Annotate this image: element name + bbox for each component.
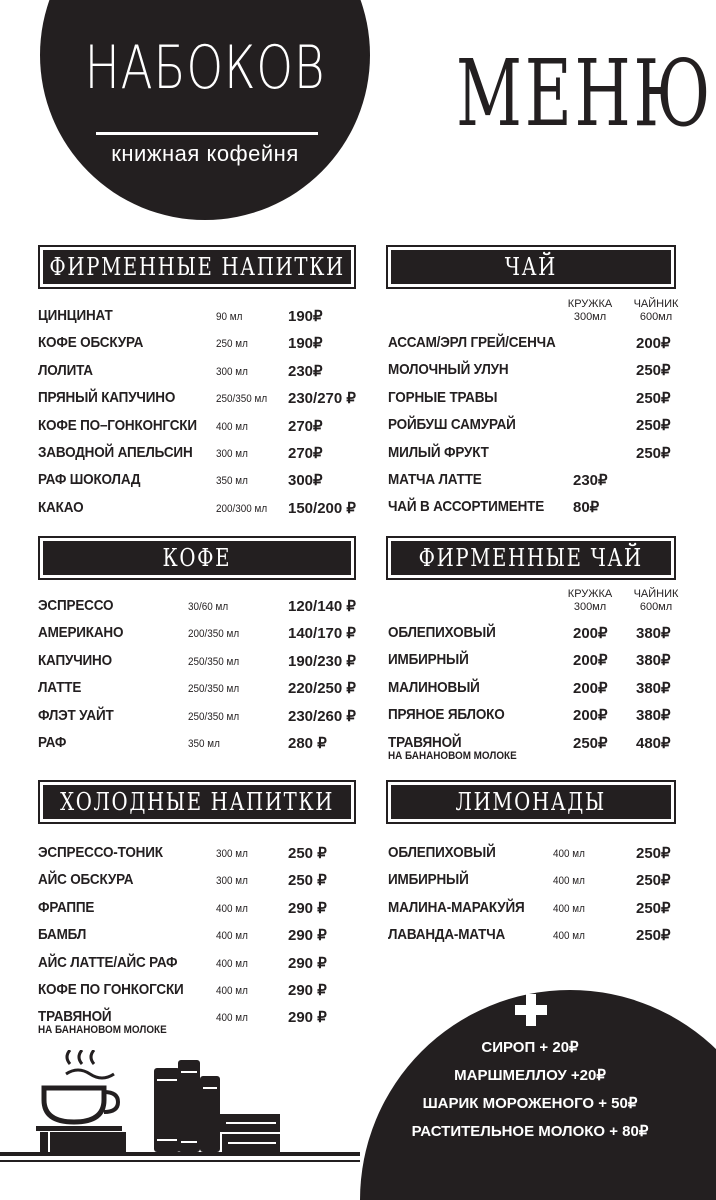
logo-divider <box>96 132 318 135</box>
header-signature-drinks: ФИРМЕННЫЕ НАПИТКИ <box>38 245 356 289</box>
menu-item <box>38 977 358 1004</box>
item-name: КОФЕ ПО ГОНКОГСКИ <box>38 980 184 998</box>
item-price: 290 ₽ <box>288 981 327 999</box>
menu-item <box>38 593 358 620</box>
item-volume: 400 мл <box>216 420 248 433</box>
item-name: РАФ <box>38 733 67 751</box>
menu-item <box>388 494 678 521</box>
item-price: 150/200 ₽ <box>288 499 356 517</box>
item-name: АССАМ/ЭРЛ ГРЕЙ/СЕНЧА <box>388 334 556 351</box>
item-name: БАМБЛ <box>38 926 87 944</box>
menu-item <box>388 840 678 867</box>
item-name: ЭСПРЕССО-ТОНИК <box>38 844 163 861</box>
menu-item <box>38 895 358 922</box>
menu-item <box>38 730 358 757</box>
menu-item <box>38 495 358 522</box>
item-price-pot: 250₽ <box>636 417 671 435</box>
item-price-pot: 250₽ <box>636 389 671 407</box>
item-price: 220/250 ₽ <box>288 680 356 698</box>
menu-item <box>388 922 678 949</box>
item-name: КАКАО <box>38 498 84 516</box>
item-price: 250₽ <box>636 899 671 917</box>
item-volume: 400 мл <box>216 902 248 915</box>
item-name: ФЛЭТ УАЙТ <box>38 706 114 724</box>
menu-title: МЕНЮ <box>456 40 714 147</box>
item-price: 230₽ <box>288 362 323 380</box>
item-volume: 200/350 мл <box>188 628 240 641</box>
menu-item <box>38 330 358 357</box>
item-name: АЙС ЛАТТЕ/АЙС РАФ <box>38 953 178 971</box>
item-price: 290 ₽ <box>288 954 327 972</box>
item-volume: 350 мл <box>216 475 248 488</box>
item-volume: 300 мл <box>216 447 248 460</box>
item-price: 250 ₽ <box>288 872 327 890</box>
item-name: МАТЧА ЛАТТЕ <box>388 470 482 488</box>
item-volume: 400 мл <box>553 848 585 860</box>
menu-item <box>388 647 678 674</box>
item-price: 290 ₽ <box>288 899 327 917</box>
header-cold-drinks: ХОЛОДНЫЕ НАПИТКИ <box>38 780 356 824</box>
signature-drinks-list <box>38 303 358 522</box>
item-price-mug: 200₽ <box>573 707 608 725</box>
item-volume: 250 мл <box>216 338 248 351</box>
item-volume: 300 мл <box>216 365 248 378</box>
sig-tea-col-mug: КРУЖКА 300мл <box>567 588 613 613</box>
menu-item <box>38 950 358 977</box>
menu-item <box>38 303 358 330</box>
item-name: ЛОЛИТА <box>38 361 93 379</box>
item-volume: 250/350 мл <box>188 655 240 668</box>
item-volume: 400 мл <box>216 1012 248 1025</box>
item-volume: 400 мл <box>553 875 585 888</box>
item-name: МАЛИНА-МАРАКУЙЯ <box>388 898 525 916</box>
item-price-mug: 200₽ <box>573 625 608 642</box>
item-name: ЛАВАНДА-МАТЧА <box>388 926 506 944</box>
item-price-pot: 200₽ <box>636 335 671 352</box>
item-name: РОЙБУШ САМУРАЙ <box>388 416 516 434</box>
menu-item <box>38 922 358 949</box>
item-price-mug: 200₽ <box>573 652 608 670</box>
item-volume: 250/350 мл <box>188 683 240 696</box>
item-price: 140/170 ₽ <box>288 625 356 643</box>
header-lemonades: ЛИМОНАДЫ <box>386 780 676 824</box>
item-name: ЛАТТЕ <box>38 679 82 697</box>
header-tea: ЧАЙ <box>386 245 676 289</box>
item-name: РАФ ШОКОЛАД <box>38 471 141 489</box>
menu-item <box>388 702 678 729</box>
item-price-pot: 380₽ <box>636 679 671 697</box>
extras-list <box>380 1034 680 1146</box>
extra-item: СИРОП + 20₽ <box>481 1039 579 1056</box>
shelf-line <box>0 1152 360 1156</box>
item-price: 290 ₽ <box>288 927 327 945</box>
lemonades-list <box>388 840 678 950</box>
menu-item <box>388 440 678 467</box>
coffee-list <box>38 593 358 757</box>
item-name: МАЛИНОВЫЙ <box>388 678 480 696</box>
menu-item <box>388 357 678 384</box>
item-name: ЦИНЦИНАТ <box>38 307 113 324</box>
item-price-mug: 230₽ <box>573 471 608 489</box>
item-price-pot: 250₽ <box>636 362 671 380</box>
menu-item <box>38 413 358 440</box>
item-volume: 300 мл <box>216 848 248 860</box>
item-price-pot: 380₽ <box>636 625 671 642</box>
item-price: 230/270 ₽ <box>288 390 356 408</box>
item-volume: 400 мл <box>553 930 585 943</box>
item-name: АЙС ОБСКУРА <box>38 871 134 889</box>
menu-item <box>388 730 678 766</box>
item-subtitle: НА БАНАНОВОМ МОЛОКЕ <box>388 749 517 762</box>
item-subtitle: НА БАНАНОВОМ МОЛОКЕ <box>38 1024 167 1037</box>
item-volume: 250/350 мл <box>188 710 240 723</box>
menu-item <box>388 385 678 412</box>
item-volume: 300 мл <box>216 875 248 888</box>
item-name: АМЕРИКАНО <box>38 624 124 642</box>
item-price: 300₽ <box>288 472 323 490</box>
menu-item <box>38 467 358 494</box>
item-price: 250₽ <box>636 845 671 862</box>
item-volume: 400 мл <box>216 957 248 970</box>
item-price-mug: 80₽ <box>573 499 600 517</box>
item-name: ФРАППЕ <box>38 898 95 916</box>
item-price: 190/230 ₽ <box>288 652 356 670</box>
item-price: 250₽ <box>636 872 671 890</box>
header-coffee: КОФЕ <box>38 536 356 580</box>
tea-col-mug: КРУЖКА 300мл <box>567 298 613 323</box>
item-name: ТРАВЯНОЙ <box>388 733 462 751</box>
item-price: 120/140 ₽ <box>288 598 356 615</box>
sig-tea-col-pot: ЧАЙНИК 600мл <box>633 588 679 613</box>
item-name: ТРАВЯНОЙ <box>38 1008 112 1026</box>
menu-item <box>388 467 678 494</box>
item-price: 230/260 ₽ <box>288 707 356 725</box>
item-name: ОБЛЕПИХОВЫЙ <box>388 624 496 641</box>
extra-item: РАСТИТЕЛЬНОЕ МОЛОКО + 80₽ <box>411 1123 649 1140</box>
item-price: 250₽ <box>636 927 671 945</box>
item-name: КОФЕ ОБСКУРА <box>38 334 144 352</box>
item-price-pot: 480₽ <box>636 734 671 752</box>
logo-subtitle: книжная кофейня <box>111 141 299 166</box>
item-price-mug: 200₽ <box>573 679 608 697</box>
item-name: ИМБИРНЫЙ <box>388 651 469 669</box>
item-name: ЭСПРЕССО <box>38 597 114 614</box>
cold-drinks-list <box>38 840 358 1040</box>
item-name: ПРЯНЫЙ КАПУЧИНО <box>38 389 176 407</box>
item-name: МОЛОЧНЫЙ УЛУН <box>388 361 509 379</box>
menu-item <box>388 412 678 439</box>
menu-item <box>38 385 358 412</box>
item-price: 190₽ <box>288 308 323 325</box>
item-name: ЗАВОДНОЙ АПЕЛЬСИН <box>38 443 193 461</box>
menu-item <box>38 648 358 675</box>
item-volume: 400 мл <box>216 930 248 943</box>
extra-item: ШАРИК МОРОЖЕНОГО + 50₽ <box>422 1095 638 1112</box>
item-price: 250 ₽ <box>288 845 327 862</box>
item-name: ИМБИРНЫЙ <box>388 871 469 889</box>
menu-item <box>38 620 358 647</box>
plus-icon <box>511 990 551 1030</box>
menu-item <box>38 358 358 385</box>
item-volume: 400 мл <box>553 902 585 915</box>
tea-col-pot: ЧАЙНИК 600мл <box>633 298 679 323</box>
menu-item <box>388 620 678 647</box>
item-name: КОФЕ ПО–ГОНКОНГСКИ <box>38 416 197 434</box>
item-price: 280 ₽ <box>288 734 327 752</box>
menu-item <box>388 330 678 357</box>
item-price-pot: 250₽ <box>636 444 671 462</box>
item-name: ПРЯНОЕ ЯБЛОКО <box>388 706 505 724</box>
tea-list <box>388 330 678 522</box>
item-name: КАПУЧИНО <box>38 651 112 669</box>
menu-item <box>388 867 678 894</box>
item-name: ОБЛЕПИХОВЫЙ <box>388 844 496 861</box>
menu-item <box>38 1004 358 1040</box>
item-price-pot: 380₽ <box>636 652 671 670</box>
menu-item <box>388 675 678 702</box>
item-volume: 400 мл <box>216 984 248 997</box>
menu-item <box>38 440 358 467</box>
item-volume: 30/60 мл <box>188 601 229 613</box>
menu-item <box>388 895 678 922</box>
menu-item <box>38 867 358 894</box>
item-volume: 250/350 мл <box>216 393 268 406</box>
menu-item <box>38 703 358 730</box>
item-price: 270₽ <box>288 444 323 462</box>
item-price-pot: 380₽ <box>636 707 671 725</box>
shelf-line-thin <box>0 1160 360 1162</box>
logo-name: НАБОКОВ <box>84 33 326 103</box>
item-name: МИЛЫЙ ФРУКТ <box>388 443 489 461</box>
item-name: ГОРНЫЕ ТРАВЫ <box>388 388 498 406</box>
header-signature-tea: ФИРМЕННЫЕ ЧАЙ <box>386 536 676 580</box>
menu-item <box>38 675 358 702</box>
item-volume: 350 мл <box>188 737 220 750</box>
item-volume: 200/300 мл <box>216 502 268 515</box>
item-name: ЧАЙ В АССОРТИМЕНТЕ <box>388 498 545 516</box>
item-price: 190₽ <box>288 335 323 353</box>
signature-tea-list <box>388 620 678 766</box>
coffee-books-illustration <box>30 1050 290 1160</box>
menu-item <box>38 840 358 867</box>
item-price: 290 ₽ <box>288 1009 327 1027</box>
item-volume: 90 мл <box>216 311 243 323</box>
item-price: 270₽ <box>288 417 323 435</box>
extra-item: МАРШМЕЛЛОУ +20₽ <box>454 1067 606 1084</box>
item-price-mug: 250₽ <box>573 734 608 752</box>
